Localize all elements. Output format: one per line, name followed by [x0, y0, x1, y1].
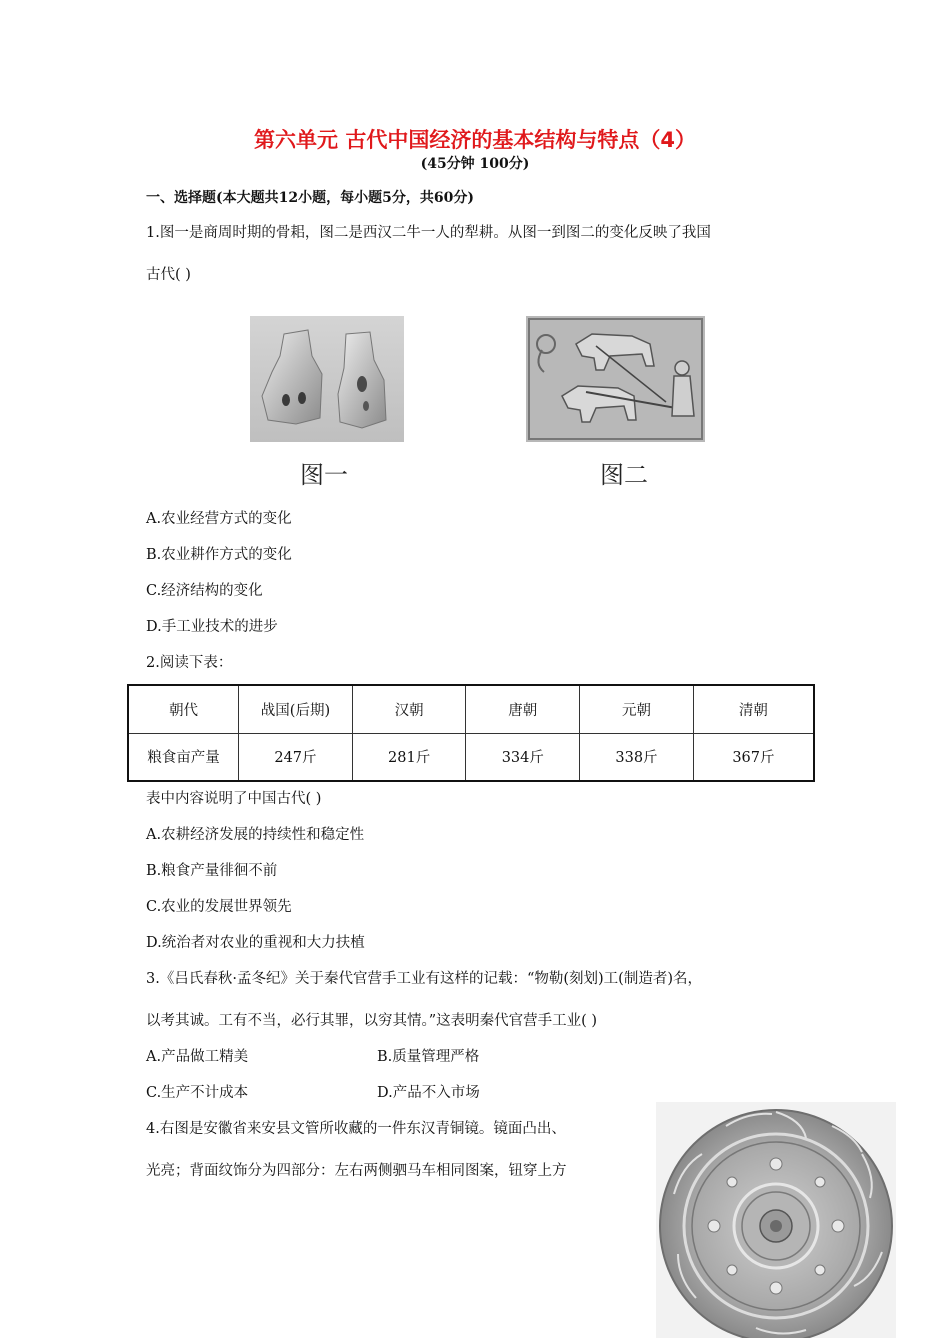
q1-option-b[interactable]: B.农业耕作方式的变化 — [146, 547, 292, 563]
table-cell: 清朝 — [693, 685, 814, 733]
q3-stem-line2: 以考其诚。工有不当，必行其罪，以穷其情。”这表明秦代官营手工业( ) — [146, 1013, 598, 1029]
section-heading: 一、选择题(本大题共12小题，每小题5分，共60分) — [146, 190, 474, 206]
q3-option-a[interactable]: A.产品做工精美 — [146, 1049, 249, 1065]
q2-option-c[interactable]: C.农业的发展世界领先 — [146, 899, 292, 915]
figure2-caption: 图二 — [600, 461, 648, 489]
table-cell: 281斤 — [352, 733, 466, 781]
table-header-row — [128, 685, 814, 733]
table-cell: 338斤 — [580, 733, 694, 781]
q4-stem-line1: 4.右图是安徽省来安县文管所收藏的一件东汉青铜镜。镜面凸出、 — [146, 1121, 566, 1137]
table-cell: 元朝 — [580, 685, 694, 733]
q3-option-d[interactable]: D.产品不入市场 — [377, 1085, 480, 1101]
q1-stem-line2: 古代( ) — [146, 267, 191, 283]
ox-plough-relief — [526, 316, 705, 442]
table-cell: 汉朝 — [352, 685, 466, 733]
page-subtitle: (45分钟 100分) — [420, 156, 530, 172]
figure1-caption: 图一 — [300, 461, 348, 489]
q2-option-d[interactable]: D.统治者对农业的重视和大力扶植 — [146, 935, 365, 951]
bronze-mirror-photo — [656, 1102, 896, 1338]
table-cell: 战国(后期) — [239, 685, 353, 733]
q3-option-c[interactable]: C.生产不计成本 — [146, 1085, 249, 1101]
q3-option-b[interactable]: B.质量管理严格 — [377, 1049, 480, 1065]
q1-option-a[interactable]: A.农业经营方式的变化 — [146, 511, 292, 527]
table-cell: 朝代 — [128, 685, 239, 733]
q2-stem: 2.阅读下表： — [146, 655, 233, 671]
table-cell: 247斤 — [239, 733, 353, 781]
q1-option-d[interactable]: D.手工业技术的进步 — [146, 619, 278, 635]
table-cell: 334斤 — [466, 733, 580, 781]
grain-yield-table — [127, 684, 815, 782]
page-title: 第六单元 古代中国经济的基本结构与特点（4） — [254, 128, 696, 152]
table-cell: 367斤 — [693, 733, 814, 781]
q2-option-b[interactable]: B.粮食产量徘徊不前 — [146, 863, 278, 879]
bone-spade-photo — [250, 316, 404, 442]
table-cell: 唐朝 — [466, 685, 580, 733]
q4-stem-line2: 光亮；背面纹饰分为四部分：左右两侧驷马车相同图案，钮穿上方 — [146, 1163, 567, 1179]
table-row — [128, 733, 814, 781]
q3-stem-line1: 3.《吕氏春秋·孟冬纪》关于秦代官营手工业有这样的记载：“物勒(刻划)工(制造者)名， — [146, 971, 702, 987]
table-cell: 粮食亩产量 — [128, 733, 239, 781]
q2-option-a[interactable]: A.农耕经济发展的持续性和稳定性 — [146, 827, 365, 843]
q1-option-c[interactable]: C.经济结构的变化 — [146, 583, 263, 599]
q1-stem-line1: 1.图一是商周时期的骨耜，图二是西汉二牛一人的犁耕。从图一到图二的变化反映了我国 — [146, 225, 711, 241]
q2-after-table: 表中内容说明了中国古代( ) — [146, 791, 322, 807]
